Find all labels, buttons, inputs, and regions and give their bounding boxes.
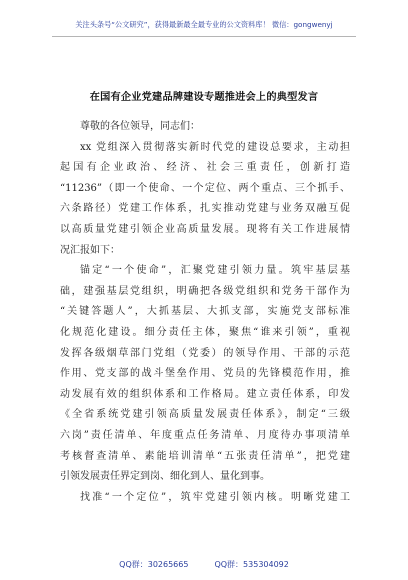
- text-line: 六条路径）党建工作体系，扎实推动党建与业务双融互促: [60, 203, 350, 215]
- text-line: “11236”（即一个使命、一个定位、两个重点、三个抓手、: [60, 182, 350, 194]
- header-banner: 关注头条号“公文研究”，获得最新最全最专业的公文资料库！ 微信：gongwenyj: [75, 20, 333, 29]
- text-line: xx 党组深入贯彻落实新时代党的建设总要求，主动担: [80, 141, 350, 153]
- salutation-paragraph: [60, 117, 350, 138]
- text-line: 六岗”责任清单、年度重点任务清单、月度待办事项清单: [60, 429, 350, 441]
- text-line: “关键答题人”，大抓基层、大抓支部，实施党支部标准: [60, 306, 350, 318]
- document-title: 在国有企业党建品牌建设专题推进会上的典型发言: [89, 92, 319, 103]
- intro-paragraph: [60, 138, 350, 262]
- text-line: 找准“一个定位”，筑牢党建引领内核。明晰党建工: [80, 491, 350, 503]
- text-line: 作用、党支部的战斗堡垒作用、党员的先锋模范作用，推: [60, 368, 350, 380]
- text-line: 考核督查清单、素能培训清单“五张责任清单”，把党建: [60, 450, 350, 462]
- document-body: [60, 117, 350, 508]
- text-line: 锚定“一个使命”，汇聚党建引领力量。筑牢基层基: [80, 265, 350, 277]
- text-line: 化规范化建设。细分责任主体，聚焦“谁来引领”，重视: [60, 326, 350, 338]
- header-divider: [52, 36, 356, 37]
- footer-qq-group-1: QQ群：30265665: [119, 560, 189, 569]
- salutation-line: 尊敬的各位领导，同志们：: [80, 121, 200, 132]
- positioning-paragraph: [60, 488, 350, 509]
- footer-contact: [0, 560, 408, 570]
- text-line: 以高质量党建引领企业高质量发展。现将有关工作进展情: [60, 223, 350, 235]
- text-line: 础，建强基层党组织，明确把各级党组织和党务干部作为: [60, 285, 350, 297]
- text-line: 动发展有效的组织体系和工作格局。建立责任体系，印发: [60, 388, 350, 400]
- mission-paragraph: [60, 261, 350, 488]
- text-line: 《全省系统党建引领高质量发展责任体系》，制定“三级: [60, 409, 350, 421]
- text-line: 起国有企业政治、经济、社会三重责任，创新打造: [60, 162, 350, 174]
- footer-qq-group-2: QQ群：535304092: [214, 560, 289, 569]
- text-line: 况汇报如下：: [60, 244, 120, 256]
- text-line: 发挥各级烟草部门党组（党委）的领导作用、干部的示范: [60, 347, 350, 359]
- text-line: 引领发展责任界定到岗、细化到人、量化到事。: [60, 471, 270, 483]
